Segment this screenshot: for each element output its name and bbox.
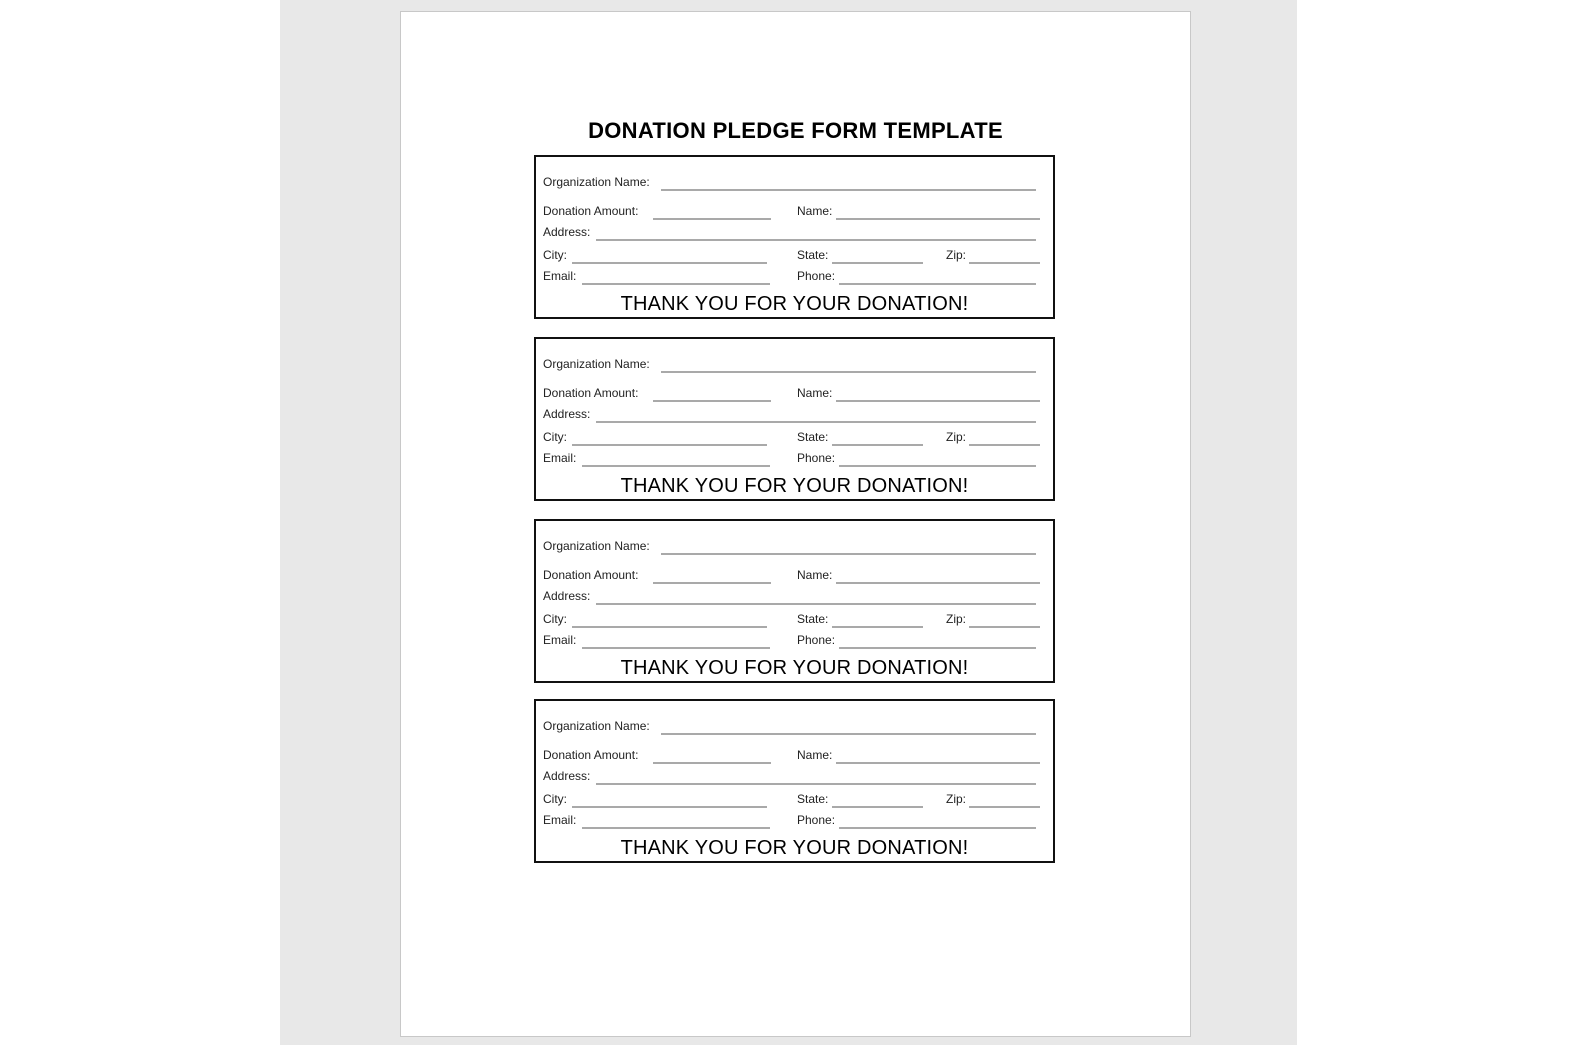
phone-label: Phone: — [797, 633, 836, 647]
email-fill-line[interactable] — [582, 465, 770, 467]
name-label: Name: — [797, 204, 833, 218]
phone-label: Phone: — [797, 451, 836, 465]
city-fill-line[interactable] — [572, 806, 767, 808]
pledge-card-4 — [534, 699, 1055, 863]
donation-amount-label: Donation Amount: — [543, 386, 639, 400]
document-page — [400, 11, 1191, 1037]
phone-label: Phone: — [797, 269, 836, 283]
zip-label: Zip: — [946, 248, 967, 262]
name-fill-line[interactable] — [836, 400, 1040, 402]
state-fill-line[interactable] — [832, 806, 923, 808]
thank-you-message: THANK YOU FOR YOUR DONATION! — [620, 293, 969, 315]
state-label: State: — [797, 248, 829, 262]
phone-fill-line[interactable] — [839, 827, 1036, 829]
email-label: Email: — [543, 633, 577, 647]
organization-name-label: Organization Name: — [543, 175, 650, 189]
phone-fill-line[interactable] — [839, 465, 1036, 467]
thank-you-message: THANK YOU FOR YOUR DONATION! — [620, 837, 969, 859]
zip-fill-line[interactable] — [969, 444, 1040, 446]
email-fill-line[interactable] — [582, 283, 770, 285]
zip-label: Zip: — [946, 612, 967, 626]
organization-name-fill-line[interactable] — [661, 189, 1036, 191]
state-label: State: — [797, 612, 829, 626]
email-fill-line[interactable] — [582, 647, 770, 649]
zip-label: Zip: — [946, 430, 967, 444]
donation-amount-fill-line[interactable] — [653, 400, 771, 402]
phone-fill-line[interactable] — [839, 283, 1036, 285]
thank-you-message: THANK YOU FOR YOUR DONATION! — [620, 475, 969, 497]
donation-amount-label: Donation Amount: — [543, 568, 639, 582]
organization-name-label: Organization Name: — [543, 539, 650, 553]
state-fill-line[interactable] — [832, 626, 923, 628]
city-fill-line[interactable] — [572, 262, 767, 264]
email-label: Email: — [543, 269, 577, 283]
donation-amount-label: Donation Amount: — [543, 204, 639, 218]
zip-label: Zip: — [946, 792, 967, 806]
address-label: Address: — [543, 769, 591, 783]
state-fill-line[interactable] — [832, 444, 923, 446]
state-fill-line[interactable] — [832, 262, 923, 264]
organization-name-label: Organization Name: — [543, 719, 650, 733]
organization-name-fill-line[interactable] — [661, 371, 1036, 373]
name-fill-line[interactable] — [836, 218, 1040, 220]
city-label: City: — [543, 430, 567, 444]
pledge-card-2 — [534, 337, 1055, 501]
state-label: State: — [797, 430, 829, 444]
city-label: City: — [543, 792, 567, 806]
address-fill-line[interactable] — [596, 239, 1036, 241]
zip-fill-line[interactable] — [969, 626, 1040, 628]
address-label: Address: — [543, 589, 591, 603]
organization-name-fill-line[interactable] — [661, 733, 1036, 735]
name-label: Name: — [797, 386, 833, 400]
city-label: City: — [543, 248, 567, 262]
address-label: Address: — [543, 407, 591, 421]
city-fill-line[interactable] — [572, 444, 767, 446]
name-fill-line[interactable] — [836, 582, 1040, 584]
phone-fill-line[interactable] — [839, 647, 1036, 649]
state-label: State: — [797, 792, 829, 806]
thank-you-message: THANK YOU FOR YOUR DONATION! — [620, 657, 969, 679]
email-label: Email: — [543, 813, 577, 827]
city-label: City: — [543, 612, 567, 626]
name-fill-line[interactable] — [836, 762, 1040, 764]
address-fill-line[interactable] — [596, 421, 1036, 423]
organization-name-label: Organization Name: — [543, 357, 650, 371]
phone-label: Phone: — [797, 813, 836, 827]
pledge-card-3 — [534, 519, 1055, 683]
address-fill-line[interactable] — [596, 603, 1036, 605]
name-label: Name: — [797, 568, 833, 582]
document-title: DONATION PLEDGE FORM TEMPLATE — [588, 118, 1003, 143]
zip-fill-line[interactable] — [969, 806, 1040, 808]
address-label: Address: — [543, 225, 591, 239]
pledge-card-1 — [534, 155, 1055, 319]
name-label: Name: — [797, 748, 833, 762]
email-fill-line[interactable] — [582, 827, 770, 829]
zip-fill-line[interactable] — [969, 262, 1040, 264]
city-fill-line[interactable] — [572, 626, 767, 628]
donation-amount-fill-line[interactable] — [653, 582, 771, 584]
donation-amount-label: Donation Amount: — [543, 748, 639, 762]
organization-name-fill-line[interactable] — [661, 553, 1036, 555]
donation-amount-fill-line[interactable] — [653, 218, 771, 220]
donation-amount-fill-line[interactable] — [653, 762, 771, 764]
email-label: Email: — [543, 451, 577, 465]
address-fill-line[interactable] — [596, 783, 1036, 785]
